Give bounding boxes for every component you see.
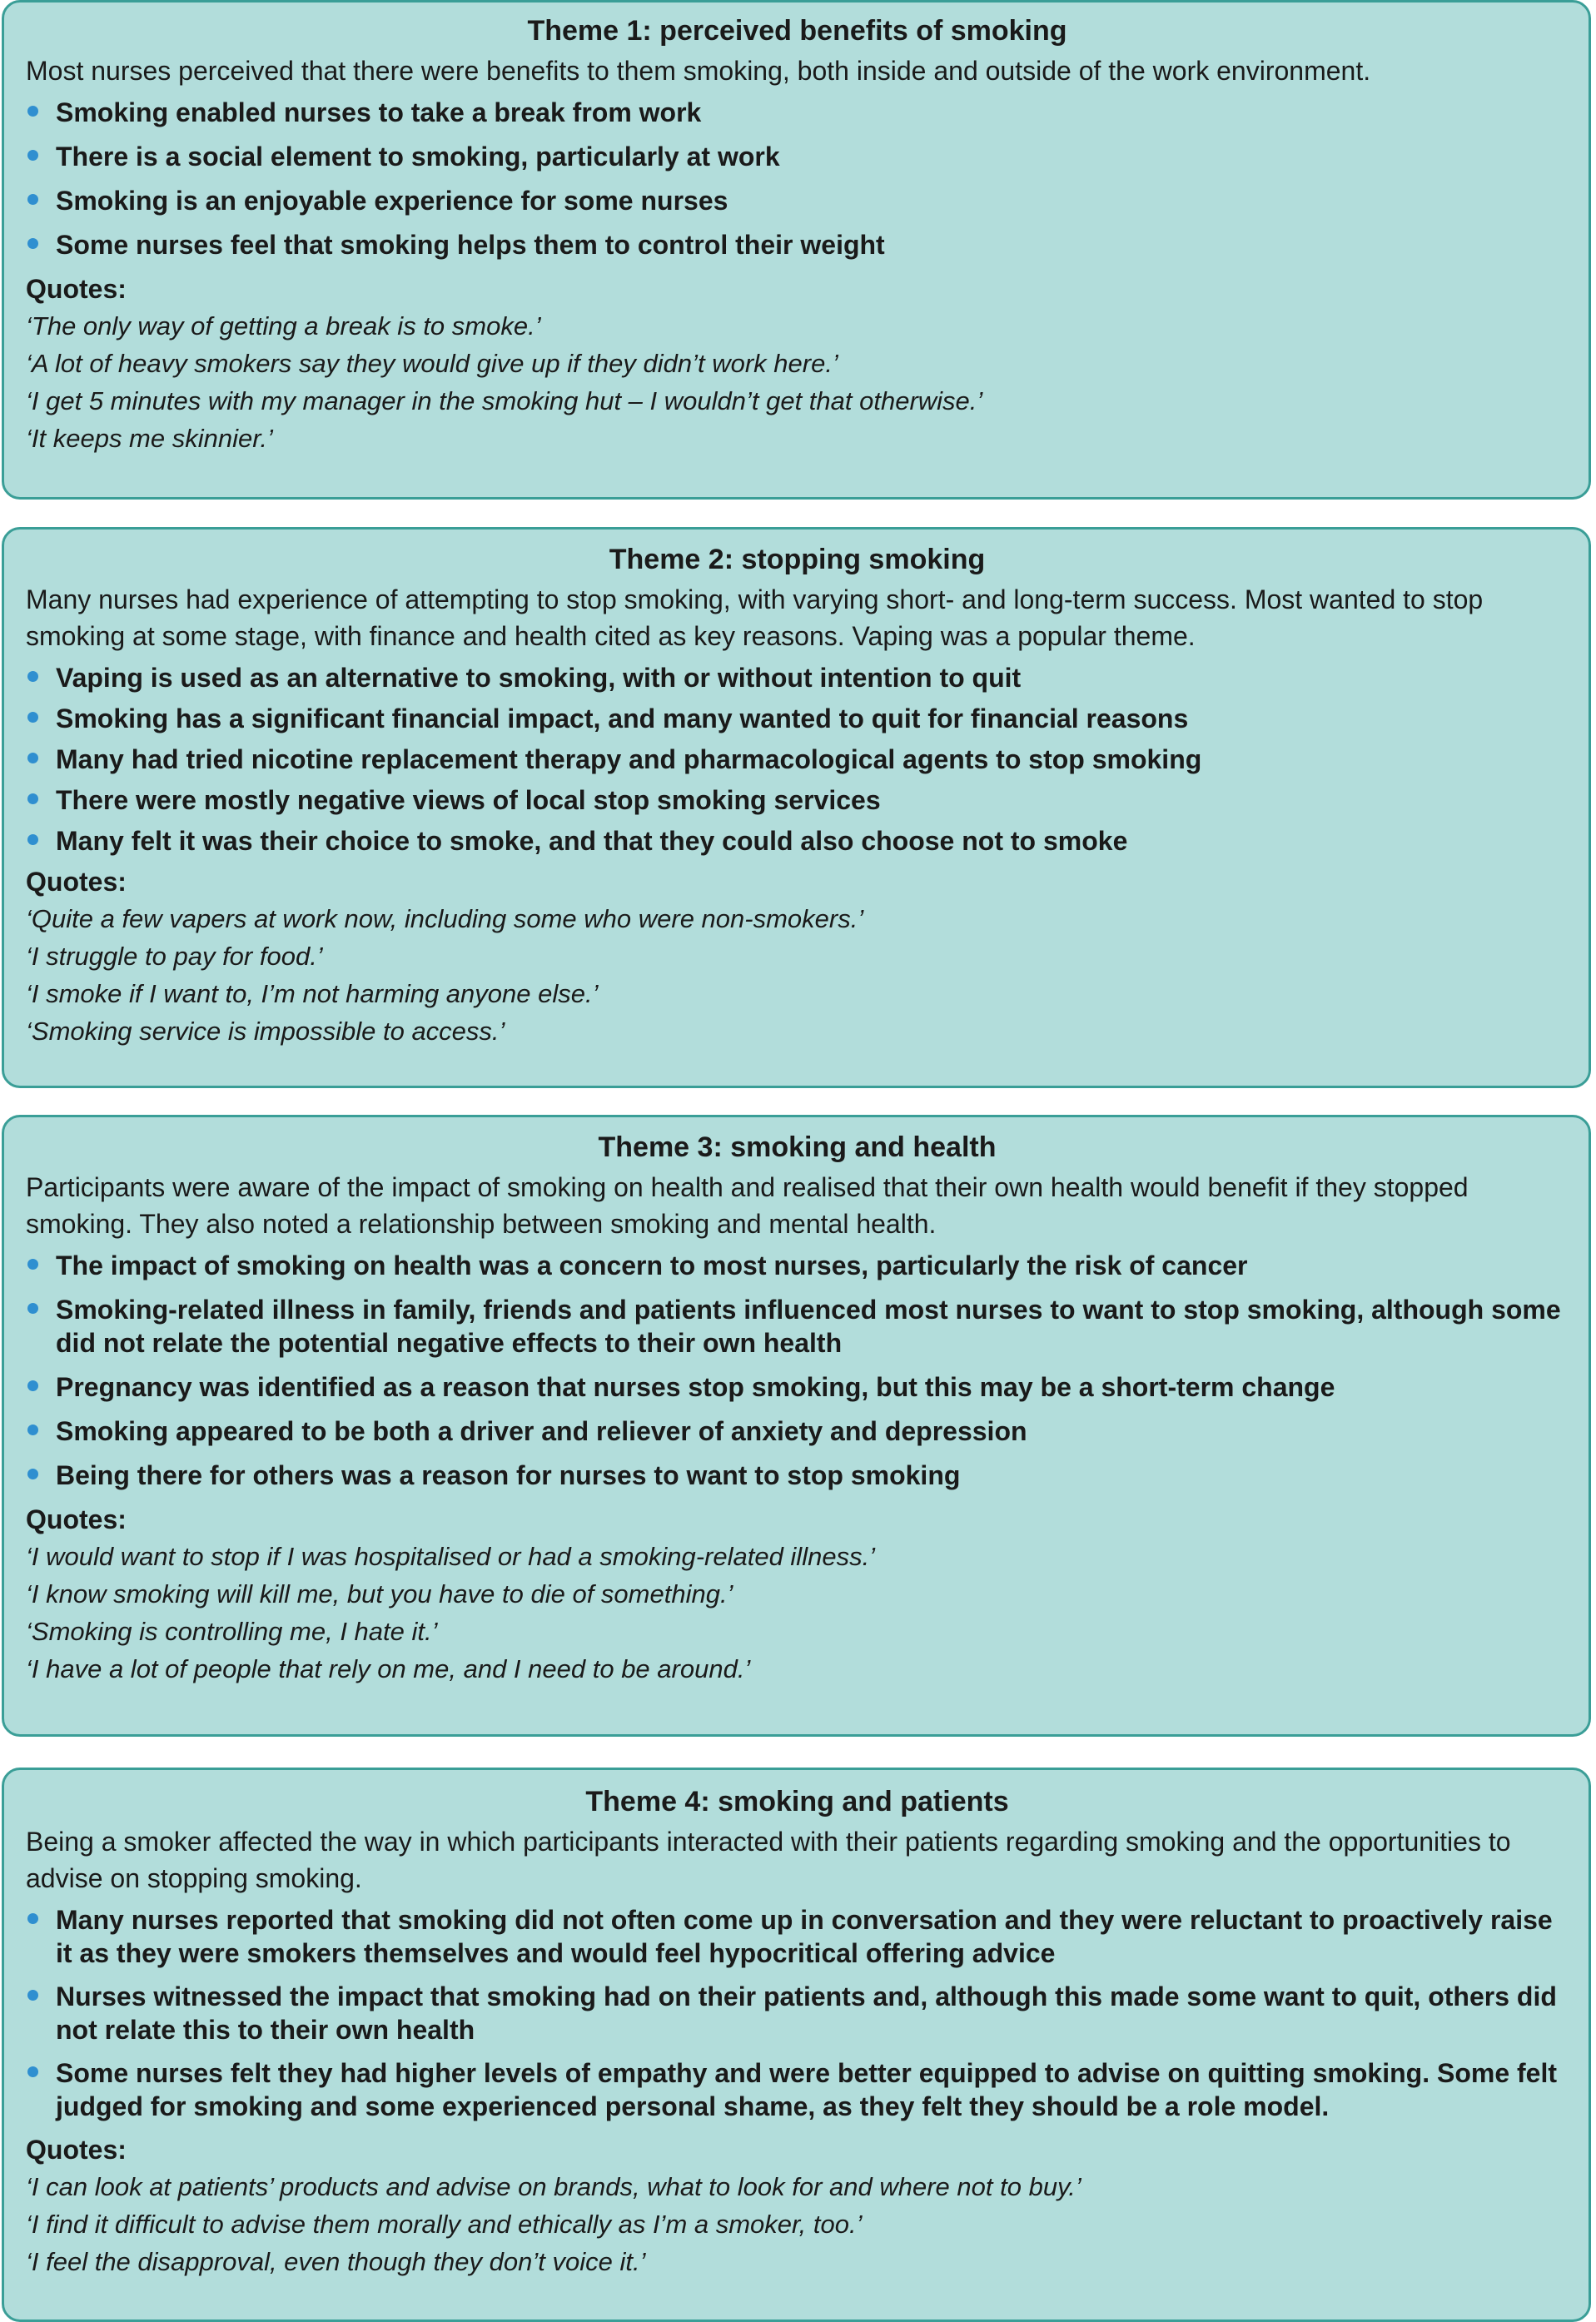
quote: ‘The only way of getting a break is to smoke.’ bbox=[26, 311, 541, 341]
bullet-dot-icon bbox=[27, 753, 38, 763]
bullet-item: Smoking appeared to be both a driver and reliever of anxiety and depression bbox=[26, 1415, 1569, 1448]
quote: ‘It keeps me skinnier.’ bbox=[26, 424, 273, 453]
bullet-dot-icon bbox=[27, 238, 38, 249]
quote: ‘I know smoking will kill me, but you have to die of something.’ bbox=[26, 1579, 733, 1608]
theme-box-1 bbox=[2, 0, 1591, 500]
quote: ‘Smoking is controlling me, I hate it.’ bbox=[26, 1617, 438, 1646]
theme-bullet-list bbox=[26, 1249, 1569, 1492]
theme-intro: Participants were aware of the impact of smoking on health and realised that their own health would benefit if they stopped smoking. They also noted a relationship between smoking and mental health. bbox=[26, 1172, 1469, 1239]
quote: ‘Quite a few vapers at work now, including some who were non-smokers.’ bbox=[26, 904, 864, 933]
bullet-item: Pregnancy was identified as a reason that nurses stop smoking, but this may be a short-term change bbox=[26, 1370, 1569, 1404]
quote: ‘I can look at patients’ products and advise on brands, what to look for and where not to buy.’ bbox=[26, 2172, 1081, 2201]
bullet-item: The impact of smoking on health was a concern to most nurses, particularly the risk of cancer bbox=[26, 1249, 1569, 1282]
bullet-dot-icon bbox=[27, 834, 38, 845]
quote: ‘I get 5 minutes with my manager in the smoking hut – I wouldn’t get that otherwise.’ bbox=[26, 386, 983, 415]
theme-title: Theme 4: smoking and patients bbox=[585, 1786, 1009, 1817]
bullet-dot-icon bbox=[27, 1303, 38, 1314]
quotes-label: Quotes: bbox=[26, 2135, 127, 2165]
theme-title: Theme 2: stopping smoking bbox=[609, 544, 986, 575]
theme-title: Theme 1: perceived benefits of smoking bbox=[527, 15, 1067, 47]
theme-intro: Many nurses had experience of attempting to stop smoking, with varying short- and long-term success. Most wanted to stop smoking at some stage, with finance and health cited as key reasons. Vaping was a popular theme. bbox=[26, 584, 1484, 651]
theme-bullet-list bbox=[26, 1903, 1569, 2123]
quote: ‘I find it difficult to advise them morally and ethically as I’m a smoker, too.’ bbox=[26, 2210, 863, 2239]
bullet-item: Many felt it was their choice to smoke, and that they could also choose not to smoke bbox=[26, 824, 1569, 858]
bullet-item: Vaping is used as an alternative to smoking, with or without intention to quit bbox=[26, 661, 1569, 694]
bullet-item: Some nurses feel that smoking helps them to control their weight bbox=[26, 228, 1569, 261]
quote: ‘I would want to stop if I was hospitalised or had a smoking-related illness.’ bbox=[26, 1542, 876, 1571]
bullet-item: Smoking has a significant financial impact, and many wanted to quit for financial reasons bbox=[26, 702, 1569, 735]
quote: ‘I have a lot of people that rely on me, and I need to be around.’ bbox=[26, 1654, 751, 1683]
bullet-dot-icon bbox=[27, 1990, 38, 2001]
bullet-item: Nurses witnessed the impact that smoking had on their patients and, although this made some want to quit, others did not relate this to their own health bbox=[26, 1980, 1569, 2046]
theme-bullet-list bbox=[26, 96, 1569, 261]
bullet-item: Being there for others was a reason for nurses to want to stop smoking bbox=[26, 1459, 1569, 1492]
quote: ‘A lot of heavy smokers say they would give up if they didn’t work here.’ bbox=[26, 349, 838, 378]
bullet-item: Smoking-related illness in family, friends and patients influenced most nurses to want to stop smoking, although some did not relate the potential negative effects to their own health bbox=[26, 1293, 1569, 1360]
quotes-label: Quotes: bbox=[26, 274, 127, 304]
quote: ‘I smoke if I want to, I’m not harming anyone else.’ bbox=[26, 979, 599, 1008]
theme-box-2 bbox=[2, 527, 1591, 1088]
bullet-dot-icon bbox=[27, 2066, 38, 2077]
bullet-dot-icon bbox=[27, 1469, 38, 1479]
theme-bullet-list bbox=[26, 661, 1569, 858]
bullet-item: There were mostly negative views of local stop smoking services bbox=[26, 783, 1569, 817]
bullet-dot-icon bbox=[27, 712, 38, 723]
bullet-dot-icon bbox=[27, 150, 38, 161]
bullet-item: Some nurses felt they had higher levels of empathy and were better equipped to advise on quitting smoking. Some felt judged for smoking and some experienced personal shame, as they felt they should be a role model. bbox=[26, 2056, 1569, 2123]
bullet-item: Many nurses reported that smoking did not often come up in conversation and they were reluctant to proactively raise it as they were smokers themselves and would feel hypocritical offering advice bbox=[26, 1903, 1569, 1970]
bullet-dot-icon bbox=[27, 1913, 38, 1924]
theme-title: Theme 3: smoking and health bbox=[598, 1131, 997, 1163]
bullet-item: Many had tried nicotine replacement therapy and pharmacological agents to stop smoking bbox=[26, 743, 1569, 776]
quotes-label: Quotes: bbox=[26, 1504, 127, 1534]
bullet-item: Smoking is an enjoyable experience for some nurses bbox=[26, 184, 1569, 217]
quotes-label: Quotes: bbox=[26, 867, 127, 897]
theme-intro: Most nurses perceived that there were benefits to them smoking, both inside and outside of the work environment. bbox=[26, 56, 1371, 86]
bullet-dot-icon bbox=[27, 793, 38, 804]
bullet-dot-icon bbox=[27, 1380, 38, 1391]
quote: ‘I struggle to pay for food.’ bbox=[26, 942, 323, 971]
bullet-item: There is a social element to smoking, particularly at work bbox=[26, 140, 1569, 173]
bullet-dot-icon bbox=[27, 671, 38, 682]
theme-box-3 bbox=[2, 1115, 1591, 1737]
bullet-dot-icon bbox=[27, 106, 38, 117]
theme-box-4 bbox=[2, 1768, 1591, 2322]
bullet-dot-icon bbox=[27, 194, 38, 205]
quote: ‘Smoking service is impossible to access.’ bbox=[26, 1017, 505, 1046]
bullet-dot-icon bbox=[27, 1425, 38, 1435]
quote: ‘I feel the disapproval, even though they don’t voice it.’ bbox=[26, 2247, 646, 2276]
bullet-item: Smoking enabled nurses to take a break from work bbox=[26, 96, 1569, 129]
bullet-dot-icon bbox=[27, 1259, 38, 1270]
theme-intro: Being a smoker affected the way in which participants interacted with their patients regarding smoking and the opportunities to advise on stopping smoking. bbox=[26, 1827, 1511, 1893]
